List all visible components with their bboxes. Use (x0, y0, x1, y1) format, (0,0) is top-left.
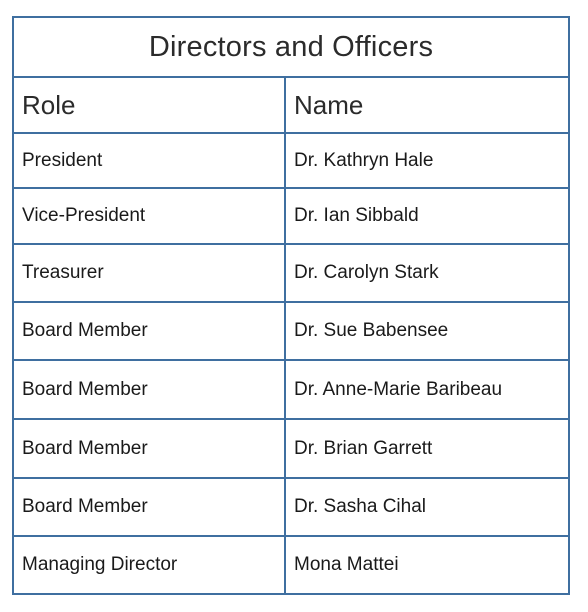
role-cell: Board Member (13, 302, 285, 360)
table-row (13, 302, 569, 360)
table-row (13, 419, 569, 478)
role-cell: Vice-President (13, 188, 285, 244)
table-row (13, 188, 569, 244)
name-cell: Dr. Kathryn Hale (285, 133, 569, 188)
name-cell: Dr. Sue Babensee (285, 302, 569, 360)
table-header-row (13, 77, 569, 133)
role-cell: Treasurer (13, 244, 285, 302)
directors-table-container (12, 16, 568, 595)
name-cell: Dr. Anne-Marie Baribeau (285, 360, 569, 419)
role-cell: Board Member (13, 360, 285, 419)
name-cell: Dr. Brian Garrett (285, 419, 569, 478)
column-header-role: Role (13, 77, 285, 133)
table-title-row (13, 17, 569, 77)
column-header-name: Name (285, 77, 569, 133)
name-cell: Dr. Carolyn Stark (285, 244, 569, 302)
directors-officers-table (12, 16, 570, 595)
role-cell: President (13, 133, 285, 188)
table-row (13, 360, 569, 419)
name-cell: Dr. Ian Sibbald (285, 188, 569, 244)
table-row (13, 133, 569, 188)
table-row (13, 536, 569, 594)
table-row (13, 478, 569, 536)
role-cell: Board Member (13, 419, 285, 478)
name-cell: Mona Mattei (285, 536, 569, 594)
name-cell: Dr. Sasha Cihal (285, 478, 569, 536)
table-row (13, 244, 569, 302)
role-cell: Board Member (13, 478, 285, 536)
role-cell: Managing Director (13, 536, 285, 594)
table-title: Directors and Officers (13, 17, 569, 77)
